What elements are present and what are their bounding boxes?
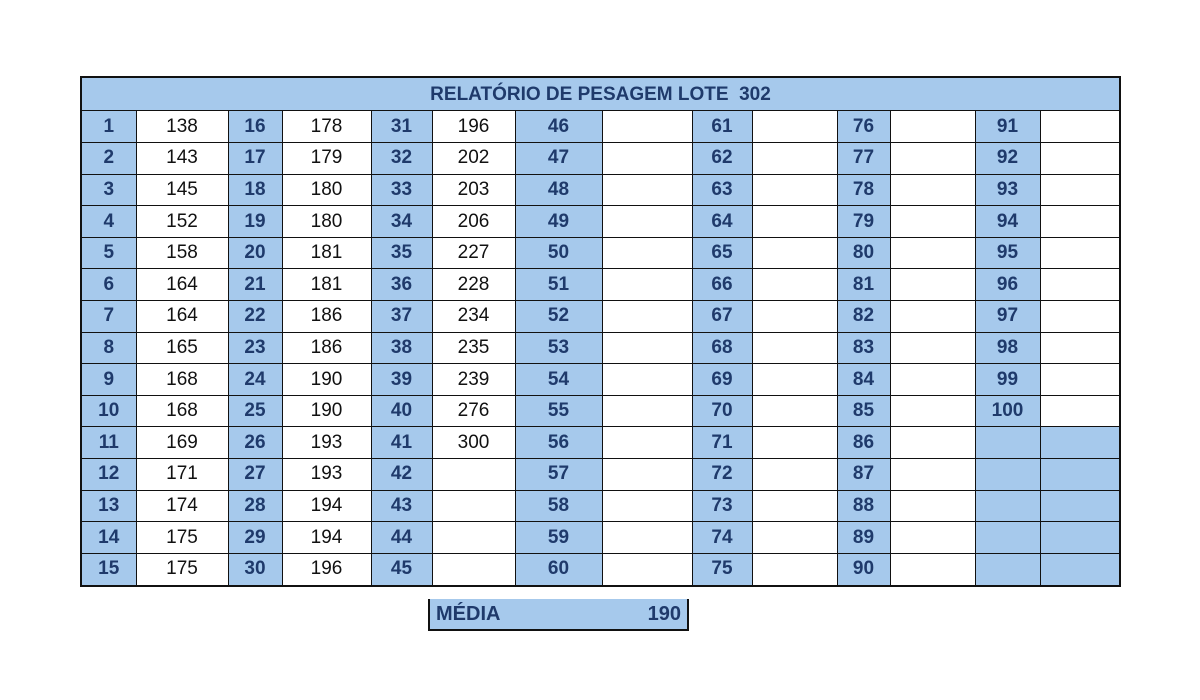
row-index-cell: 75: [692, 553, 752, 585]
row-index-cell: 51: [515, 269, 602, 301]
weight-cell: [752, 206, 837, 238]
row-index-cell: 77: [837, 143, 890, 175]
row-index-cell: 3: [82, 174, 136, 206]
weight-cell: 234: [432, 301, 515, 333]
table-row: [82, 522, 1119, 554]
weight-cell: [752, 111, 837, 143]
weight-cell: [1040, 490, 1119, 522]
row-index-cell: 8: [82, 332, 136, 364]
weight-cell: [432, 553, 515, 585]
weight-cell: [890, 174, 975, 206]
row-index-cell: 22: [228, 301, 282, 333]
table-row: [82, 143, 1119, 175]
row-index-cell: 36: [371, 269, 432, 301]
average-value: 190: [647, 603, 681, 625]
row-index-cell: 30: [228, 553, 282, 585]
row-index-cell: 7: [82, 301, 136, 333]
weight-cell: [602, 332, 692, 364]
row-index-cell: 13: [82, 490, 136, 522]
table-row: [82, 459, 1119, 491]
row-index-cell: [975, 427, 1040, 459]
weight-cell: [1040, 553, 1119, 585]
weight-cell: 190: [282, 395, 371, 427]
weight-cell: [752, 427, 837, 459]
row-index-cell: 64: [692, 206, 752, 238]
row-index-cell: [975, 522, 1040, 554]
row-index-cell: 95: [975, 237, 1040, 269]
weight-cell: [752, 269, 837, 301]
row-index-cell: 96: [975, 269, 1040, 301]
weight-cell: 178: [282, 111, 371, 143]
row-index-cell: 48: [515, 174, 602, 206]
row-index-cell: 35: [371, 237, 432, 269]
row-index-cell: 26: [228, 427, 282, 459]
row-index-cell: 59: [515, 522, 602, 554]
row-index-cell: 4: [82, 206, 136, 238]
row-index-cell: 97: [975, 301, 1040, 333]
row-index-cell: 53: [515, 332, 602, 364]
row-index-cell: 61: [692, 111, 752, 143]
row-index-cell: 23: [228, 332, 282, 364]
row-index-cell: 17: [228, 143, 282, 175]
weight-cell: 174: [136, 490, 228, 522]
row-index-cell: 100: [975, 395, 1040, 427]
row-index-cell: 65: [692, 237, 752, 269]
weight-cell: [1040, 206, 1119, 238]
row-index-cell: 93: [975, 174, 1040, 206]
row-index-cell: 41: [371, 427, 432, 459]
table-row: [82, 364, 1119, 396]
weight-cell: [890, 364, 975, 396]
table-row: [82, 301, 1119, 333]
row-index-cell: 47: [515, 143, 602, 175]
row-index-cell: 20: [228, 237, 282, 269]
row-index-cell: 80: [837, 237, 890, 269]
weight-cell: [1040, 522, 1119, 554]
row-index-cell: 39: [371, 364, 432, 396]
weight-cell: 171: [136, 459, 228, 491]
row-index-cell: 55: [515, 395, 602, 427]
weight-cell: [602, 522, 692, 554]
row-index-cell: 72: [692, 459, 752, 491]
row-index-cell: 86: [837, 427, 890, 459]
weight-cell: [752, 301, 837, 333]
weight-cell: [1040, 364, 1119, 396]
row-index-cell: 71: [692, 427, 752, 459]
weight-cell: 206: [432, 206, 515, 238]
weight-cell: [752, 174, 837, 206]
row-index-cell: 74: [692, 522, 752, 554]
weight-cell: [432, 459, 515, 491]
table-row: [82, 332, 1119, 364]
weight-cell: [1040, 174, 1119, 206]
weight-cell: [890, 332, 975, 364]
weight-cell: 138: [136, 111, 228, 143]
row-index-cell: 78: [837, 174, 890, 206]
weight-cell: [1040, 237, 1119, 269]
weight-cell: 180: [282, 206, 371, 238]
weight-cell: [752, 332, 837, 364]
row-index-cell: 43: [371, 490, 432, 522]
row-index-cell: 1: [82, 111, 136, 143]
row-index-cell: 84: [837, 364, 890, 396]
weight-cell: [1040, 143, 1119, 175]
row-index-cell: 81: [837, 269, 890, 301]
row-index-cell: 18: [228, 174, 282, 206]
row-index-cell: 79: [837, 206, 890, 238]
row-index-cell: 83: [837, 332, 890, 364]
weight-cell: [890, 111, 975, 143]
weight-cell: 227: [432, 237, 515, 269]
average-summary: [428, 599, 689, 631]
row-index-cell: 42: [371, 459, 432, 491]
row-index-cell: 62: [692, 143, 752, 175]
weight-cell: [602, 206, 692, 238]
weight-cell: 175: [136, 522, 228, 554]
row-index-cell: 94: [975, 206, 1040, 238]
row-index-cell: 45: [371, 553, 432, 585]
weight-cell: [890, 143, 975, 175]
row-index-cell: 16: [228, 111, 282, 143]
weight-cell: 186: [282, 301, 371, 333]
weight-cell: [890, 237, 975, 269]
row-index-cell: 90: [837, 553, 890, 585]
weight-cell: [890, 301, 975, 333]
row-index-cell: 70: [692, 395, 752, 427]
row-index-cell: 11: [82, 427, 136, 459]
weight-cell: 202: [432, 143, 515, 175]
row-index-cell: 58: [515, 490, 602, 522]
weight-cell: 194: [282, 522, 371, 554]
weight-cell: [602, 237, 692, 269]
weight-cell: [890, 553, 975, 585]
table-row: [82, 174, 1119, 206]
weight-cell: [890, 522, 975, 554]
table-row: [82, 111, 1119, 143]
weight-cell: 181: [282, 237, 371, 269]
row-index-cell: 5: [82, 237, 136, 269]
weight-cell: [1040, 301, 1119, 333]
weight-cell: [752, 364, 837, 396]
row-index-cell: 2: [82, 143, 136, 175]
average-label: MÉDIA: [436, 603, 501, 625]
weight-cell: 193: [282, 427, 371, 459]
row-index-cell: 54: [515, 364, 602, 396]
row-index-cell: 66: [692, 269, 752, 301]
weight-cell: [752, 237, 837, 269]
row-index-cell: 56: [515, 427, 602, 459]
row-index-cell: 76: [837, 111, 890, 143]
weight-cell: [890, 490, 975, 522]
weight-cell: [890, 206, 975, 238]
weight-cell: [1040, 332, 1119, 364]
row-index-cell: 21: [228, 269, 282, 301]
row-index-cell: 32: [371, 143, 432, 175]
weight-cell: 158: [136, 237, 228, 269]
weight-cell: [432, 522, 515, 554]
weighing-table: [82, 111, 1119, 585]
weight-cell: [602, 143, 692, 175]
weight-cell: 164: [136, 301, 228, 333]
weight-cell: [602, 427, 692, 459]
weight-cell: [602, 364, 692, 396]
row-index-cell: 60: [515, 553, 602, 585]
row-index-cell: 63: [692, 174, 752, 206]
row-index-cell: 69: [692, 364, 752, 396]
weight-cell: 186: [282, 332, 371, 364]
row-index-cell: 40: [371, 395, 432, 427]
row-index-cell: 29: [228, 522, 282, 554]
row-index-cell: 98: [975, 332, 1040, 364]
weight-cell: [752, 459, 837, 491]
weight-cell: 196: [282, 553, 371, 585]
row-index-cell: 57: [515, 459, 602, 491]
weight-cell: 196: [432, 111, 515, 143]
weight-cell: 190: [282, 364, 371, 396]
row-index-cell: 50: [515, 237, 602, 269]
row-index-cell: 73: [692, 490, 752, 522]
table-row: [82, 490, 1119, 522]
weight-cell: 235: [432, 332, 515, 364]
row-index-cell: 44: [371, 522, 432, 554]
row-index-cell: 67: [692, 301, 752, 333]
weight-cell: [890, 427, 975, 459]
row-index-cell: [975, 459, 1040, 491]
row-index-cell: 28: [228, 490, 282, 522]
row-index-cell: 88: [837, 490, 890, 522]
weight-cell: [752, 143, 837, 175]
weight-cell: 180: [282, 174, 371, 206]
table-row: [82, 427, 1119, 459]
row-index-cell: 68: [692, 332, 752, 364]
weight-cell: 152: [136, 206, 228, 238]
row-index-cell: 85: [837, 395, 890, 427]
weight-cell: [602, 490, 692, 522]
weight-cell: 300: [432, 427, 515, 459]
table-row: [82, 237, 1119, 269]
weight-cell: [602, 395, 692, 427]
weight-cell: [890, 395, 975, 427]
row-index-cell: 89: [837, 522, 890, 554]
weight-cell: [890, 269, 975, 301]
row-index-cell: 14: [82, 522, 136, 554]
table-row: [82, 269, 1119, 301]
weight-cell: 168: [136, 395, 228, 427]
row-index-cell: 87: [837, 459, 890, 491]
row-index-cell: 46: [515, 111, 602, 143]
row-index-cell: 10: [82, 395, 136, 427]
weight-cell: [1040, 459, 1119, 491]
weight-cell: 228: [432, 269, 515, 301]
table-row: [82, 206, 1119, 238]
weight-cell: 179: [282, 143, 371, 175]
weight-cell: 143: [136, 143, 228, 175]
weight-cell: 145: [136, 174, 228, 206]
row-index-cell: 6: [82, 269, 136, 301]
report-title: RELATÓRIO DE PESAGEM LOTE 302: [82, 78, 1119, 111]
weight-cell: [1040, 395, 1119, 427]
weight-cell: [602, 174, 692, 206]
weight-cell: [602, 111, 692, 143]
weight-cell: [1040, 427, 1119, 459]
weight-cell: [1040, 269, 1119, 301]
weight-cell: 239: [432, 364, 515, 396]
row-index-cell: [975, 490, 1040, 522]
row-index-cell: 33: [371, 174, 432, 206]
row-index-cell: 24: [228, 364, 282, 396]
weighing-report-sheet: [80, 76, 1121, 587]
weight-cell: [602, 459, 692, 491]
row-index-cell: 27: [228, 459, 282, 491]
weight-cell: [432, 490, 515, 522]
weight-cell: [752, 522, 837, 554]
weight-cell: [602, 301, 692, 333]
table-row: [82, 395, 1119, 427]
weight-cell: 169: [136, 427, 228, 459]
row-index-cell: 9: [82, 364, 136, 396]
row-index-cell: 31: [371, 111, 432, 143]
weight-cell: [1040, 111, 1119, 143]
row-index-cell: 49: [515, 206, 602, 238]
row-index-cell: [975, 553, 1040, 585]
row-index-cell: 38: [371, 332, 432, 364]
row-index-cell: 99: [975, 364, 1040, 396]
row-index-cell: 91: [975, 111, 1040, 143]
weight-cell: [752, 395, 837, 427]
row-index-cell: 37: [371, 301, 432, 333]
weight-cell: [602, 553, 692, 585]
row-index-cell: 25: [228, 395, 282, 427]
weighing-table-body: [82, 111, 1119, 585]
row-index-cell: 19: [228, 206, 282, 238]
table-row: [82, 553, 1119, 585]
weight-cell: 193: [282, 459, 371, 491]
weight-cell: 203: [432, 174, 515, 206]
weight-cell: 164: [136, 269, 228, 301]
row-index-cell: 34: [371, 206, 432, 238]
weight-cell: 194: [282, 490, 371, 522]
weight-cell: [602, 269, 692, 301]
row-index-cell: 92: [975, 143, 1040, 175]
row-index-cell: 12: [82, 459, 136, 491]
row-index-cell: 15: [82, 553, 136, 585]
weight-cell: [752, 490, 837, 522]
row-index-cell: 82: [837, 301, 890, 333]
weight-cell: [890, 459, 975, 491]
weight-cell: [752, 553, 837, 585]
weight-cell: 276: [432, 395, 515, 427]
row-index-cell: 52: [515, 301, 602, 333]
weight-cell: 181: [282, 269, 371, 301]
weight-cell: 165: [136, 332, 228, 364]
weight-cell: 168: [136, 364, 228, 396]
weight-cell: 175: [136, 553, 228, 585]
